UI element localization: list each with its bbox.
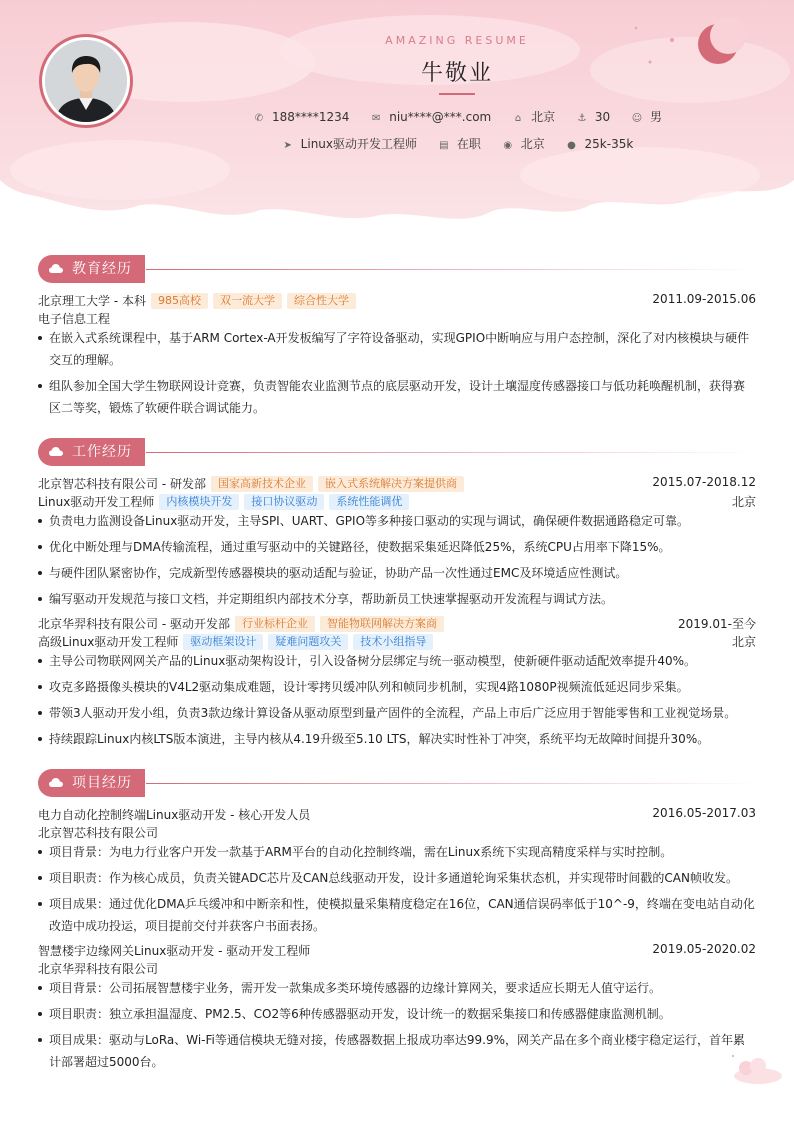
section-divider xyxy=(146,269,758,270)
section-education xyxy=(38,254,758,284)
section-title: 项目经历 xyxy=(72,775,132,791)
email-value: niu****@***.com xyxy=(389,109,492,124)
work-date: 2019.01-至今 xyxy=(678,617,756,631)
send-icon: ➤ xyxy=(283,140,292,151)
work-location: 北京 xyxy=(731,635,756,649)
resume-subtitle: AMAZING RESUME xyxy=(385,34,529,47)
work-company-row xyxy=(38,475,756,492)
school-name: 北京理工大学 - 本科 xyxy=(38,294,146,308)
project-bullet: 项目职责：独立承担温湿度、PM2.5、CO2等6种传感器驱动开发，设计统一的数据采集接口和传感器健康监测机制。 xyxy=(38,1003,756,1025)
work-bullet: 主导公司物联网网关产品的Linux驱动架构设计，引入设备树分层绑定与统一驱动模型，使新硬件驱动适配效率提升40%。 xyxy=(38,650,756,672)
work-bullet: 编写驱动开发规范与接口文档，并定期组织内部技术分享，帮助新员工快速掌握驱动开发流程与调试方法。 xyxy=(38,588,756,610)
section-divider xyxy=(146,783,758,784)
section-title: 教育经历 xyxy=(72,261,132,277)
job-title: 高级Linux驱动开发工程师 xyxy=(38,635,179,649)
position-item xyxy=(281,135,417,152)
phone-value: 188****1234 xyxy=(271,109,350,124)
skill-tag: 技术小组指导 xyxy=(353,634,433,650)
work-location: 北京 xyxy=(731,495,756,509)
education-date: 2011.09-2015.06 xyxy=(652,292,756,306)
work-bullet: 与硬件团队紧密协作，完成新型传感器模块的驱动适配与验证，协助产品一次性通过EMC及环境适应性测试。 xyxy=(38,562,756,584)
job-intent-row xyxy=(0,135,794,152)
city-item xyxy=(511,108,555,125)
skill-tag: 接口协议驱动 xyxy=(244,494,324,510)
project-date: 2019.05-2020.02 xyxy=(652,942,756,956)
section-divider xyxy=(146,452,758,453)
money-icon: ● xyxy=(567,139,576,151)
project-name: 电力自动化控制终端Linux驱动开发 - 核心开发人员 xyxy=(38,808,311,822)
age-item xyxy=(575,110,610,124)
work-bullet: 攻克多路摄像头模块的V4L2驱动集成难题，设计零拷贝缓冲队列和帧同步机制，实现4路1080P视频流低延迟同步采集。 xyxy=(38,676,756,698)
company-tag: 行业标杆企业 xyxy=(235,616,315,632)
school-tag: 双一流大学 xyxy=(213,293,282,309)
project-name: 智慧楼宇边缘网关Linux驱动开发 - 驱动开发工程师 xyxy=(38,944,311,958)
major: 电子信息工程 xyxy=(38,312,111,326)
project-bullet: 项目背景：公司拓展智慧楼宇业务，需开发一款集成多类环境传感器的边缘计算网关，要求适应长期无人值守运行。 xyxy=(38,977,756,999)
target-city-item xyxy=(501,135,545,152)
phone-item xyxy=(252,110,349,124)
skill-tag: 内核模块开发 xyxy=(159,494,239,510)
section-pill xyxy=(38,255,145,283)
project-company: 北京华羿科技有限公司 xyxy=(38,962,159,976)
skill-tag: 疑难问题攻关 xyxy=(268,634,348,650)
section-pill xyxy=(38,769,145,797)
skill-tag: 系统性能调优 xyxy=(329,494,409,510)
status-value: 在职 xyxy=(456,137,481,151)
gender-value: 男 xyxy=(650,110,663,124)
project-bullet: 项目背景：为电力行业客户开发一款基于ARM平台的自动化控制终端，需在Linux系统下实现高精度采样与实时控制。 xyxy=(38,841,756,863)
resume-header xyxy=(0,0,794,230)
status-item xyxy=(437,135,481,152)
work-title-row xyxy=(38,493,756,510)
cloud-icon xyxy=(49,778,63,787)
job-title: Linux驱动开发工程师 xyxy=(38,495,155,509)
company-tag: 嵌入式系统解决方案提供商 xyxy=(318,476,464,492)
phone-icon: ✆ xyxy=(254,112,264,124)
project-title-row xyxy=(38,942,756,959)
location-icon: ◉ xyxy=(503,140,513,151)
company-tag: 国家高新技术企业 xyxy=(211,476,313,492)
project-company: 北京智芯科技有限公司 xyxy=(38,826,159,840)
name-underline xyxy=(439,93,475,95)
company-name: 北京华羿科技有限公司 - 驱动开发部 xyxy=(38,617,230,631)
mail-icon: ✉ xyxy=(372,112,381,124)
home-icon: ⌂ xyxy=(514,113,522,124)
decorative-cloud xyxy=(728,1052,784,1086)
email-item xyxy=(369,110,491,124)
work-bullet: 持续跟踪Linux内核LTS版本演进，主导内核从4.19升级至5.10 LTS，解决实时性补丁冲突，系统平均无故障时间提升30%。 xyxy=(38,728,756,750)
cloud-icon xyxy=(49,264,63,273)
education-bullet: 在嵌入式系统课程中，基于ARM Cortex-A开发板编写了字符设备驱动，实现GPIO中断响应与用户态控制，深化了对内核模块与硬件交互的理解。 xyxy=(38,327,756,371)
section-title: 工作经历 xyxy=(72,444,132,460)
project-bullet: 项目成果：通过优化DMA乒乓缓冲和中断亲和性，使模拟量采集精度稳定在16位，CAN通信误码率低于10^-9，终端在变电站自动化改造中成功投运，项目提前交付并获客户书面表扬。 xyxy=(38,893,756,937)
company-tag: 智能物联网解决方案商 xyxy=(320,616,444,632)
work-title-row xyxy=(38,633,756,650)
candidate-name: 牛敬业 xyxy=(420,61,493,86)
age-value: 30 xyxy=(594,109,611,124)
company-name: 北京智芯科技有限公司 - 研发部 xyxy=(38,477,206,491)
section-pill xyxy=(38,438,145,466)
salary-value: 25k-35k xyxy=(584,136,634,151)
cake-icon: ⚓ xyxy=(577,112,587,124)
smile-icon: ☺ xyxy=(631,113,643,124)
school-tag: 985高校 xyxy=(151,293,208,309)
cloud-icon xyxy=(49,447,63,456)
briefcase-icon: ▤ xyxy=(439,140,449,151)
work-bullet: 优化中断处理与DMA传输流程，通过重写驱动中的关键路径，使数据采集延迟降低25%，系统CPU占用率下降15%。 xyxy=(38,536,756,558)
project-date: 2016.05-2017.03 xyxy=(652,806,756,820)
work-bullet: 负责电力监测设备Linux驱动开发，主导SPI、UART、GPIO等多种接口驱动的实现与调试，确保硬件数据通路稳定可靠。 xyxy=(38,510,756,532)
position-value: Linux驱动开发工程师 xyxy=(300,137,418,151)
target-city-value: 北京 xyxy=(520,137,545,151)
work-bullet: 带领3人驱动开发小组，负责3款边缘计算设备从驱动原型到量产固件的全流程，产品上市后广泛应用于智能零售和工业视觉场景。 xyxy=(38,702,756,724)
skill-tag: 驱动框架设计 xyxy=(183,634,263,650)
section-project xyxy=(38,768,758,798)
contact-row xyxy=(0,108,794,125)
education-bullet: 组队参加全国大学生物联网设计竞赛，负责智能农业监测节点的底层驱动开发，设计土壤湿度传感器接口与低功耗唤醒机制，获得赛区二等奖，锻炼了软硬件联合调试能力。 xyxy=(38,375,756,419)
education-entry xyxy=(38,292,756,309)
project-title-row xyxy=(38,806,756,823)
section-work xyxy=(38,437,758,467)
city-value: 北京 xyxy=(531,110,556,124)
project-bullet: 项目成果：驱动与LoRa、Wi-Fi等通信模块无缝对接，传感器数据上报成功率达99.9%，网关产品在多个商业楼宇稳定运行，首年累计部署超过5000台。 xyxy=(38,1029,756,1073)
salary-item xyxy=(565,137,634,151)
project-bullet: 项目职责：作为核心成员，负责关键ADC芯片及CAN总线驱动开发，设计多通道轮询采集状态机，并实现带时间戳的CAN帧收发。 xyxy=(38,867,756,889)
gender-item xyxy=(630,108,662,125)
work-date: 2015.07-2018.12 xyxy=(652,475,756,489)
work-company-row xyxy=(38,615,756,632)
school-tag: 综合性大学 xyxy=(287,293,356,309)
